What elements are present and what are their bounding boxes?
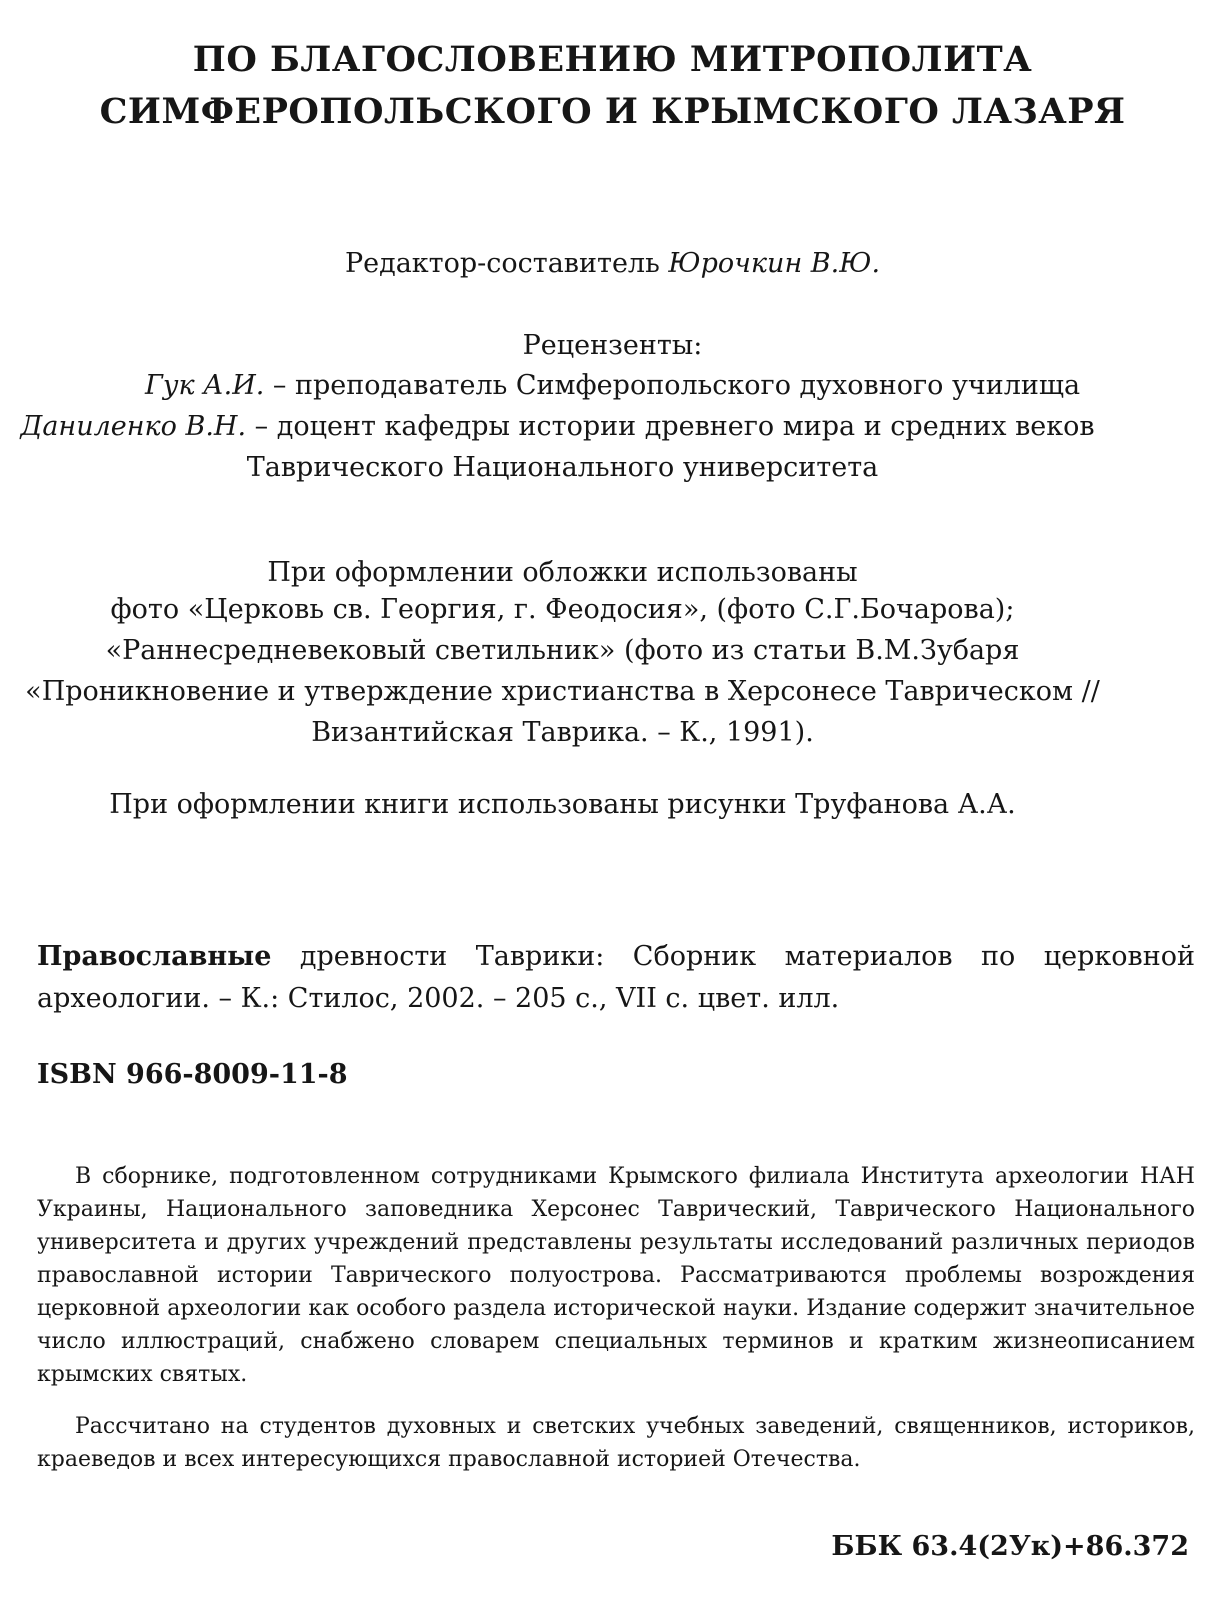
blessing-line-1: ПО БЛАГОСЛОВЕНИЮ МИТРОПОЛИТА bbox=[192, 39, 1033, 80]
reviewer-2-role-cont: Таврического Национального университета bbox=[246, 452, 879, 483]
illustrations-credit: При оформлении книги использованы рисунки Труфанова А.А. bbox=[109, 789, 1016, 820]
abstract-paragraph-1: В сборнике, подготовленном сотрудниками Крымского филиала Института археологии НАН Украины, Национального заповедника Херсонес Таврический, Таврического Национального университета и других учреждений представлены результаты исследований различных периодов православной истории Таврического полуострова. Рассматриваются проблемы возрождения церковной археологии как особого раздела исторической науки. Издание содержит значительное число иллюстраций, снабжено словарем специальных терминов и кратким жизнеописанием крымских святых. bbox=[37, 1164, 1195, 1387]
cover-credit-line-5: Византийская Таврика. – К., 1991). bbox=[311, 717, 814, 748]
cover-credit-line-1: При оформлении обложки использованы bbox=[267, 557, 858, 588]
abstract-paragraph-2: Рассчитано на студентов духовных и светских учебных заведений, священников, историков, краеведов и всех интересующихся православной историей Отечества. bbox=[37, 1414, 1195, 1472]
cover-credit-line-4: «Проникновение и утверждение христианства в Херсонесе Таврическом // bbox=[25, 676, 1100, 707]
reviewer-2-name: Даниленко В.Н. bbox=[20, 411, 247, 442]
bibliographic-citation bbox=[37, 936, 1195, 1020]
reviewer-1-role: – преподаватель Симферопольского духовного училища bbox=[264, 370, 1081, 401]
editor-line bbox=[0, 244, 1225, 284]
editor-name: Юрочкин В.Ю. bbox=[668, 248, 881, 279]
blessing-heading bbox=[0, 34, 1225, 138]
citation-details: древности Таврики: Сборник материалов по церковной археологии. – К.: Стилос, 2002. – 205 с., VII с. цвет. илл. bbox=[37, 941, 1195, 1014]
reviewer-1 bbox=[50, 366, 1175, 406]
cover-credit-line-2: фото «Церковь св. Георгия, г. Феодосия», (фото С.Г.Бочарова); bbox=[110, 594, 1015, 625]
reviewer-1-name: Гук А.И. bbox=[144, 370, 265, 401]
cover-credit-line-3: «Раннесредневековый светильник» (фото из статьи В.М.Зубаря bbox=[105, 635, 1020, 666]
citation-title: Православные bbox=[37, 941, 272, 972]
reviewer-2 bbox=[0, 407, 1125, 447]
bbk-classification: ББК 63.4(2Ук)+86.372 bbox=[831, 1531, 1189, 1562]
isbn: ISBN 966-8009-11-8 bbox=[37, 1059, 348, 1090]
reviewer-2-role: – доцент кафедры истории древнего мира и средних веков bbox=[246, 411, 1095, 442]
reviewers-heading: Рецензенты: bbox=[522, 330, 703, 361]
blessing-line-2: СИМФЕРОПОЛЬСКОГО И КРЫМСКОГО ЛАЗАРЯ bbox=[99, 91, 1126, 132]
editor-label: Редактор-составитель bbox=[344, 248, 660, 279]
